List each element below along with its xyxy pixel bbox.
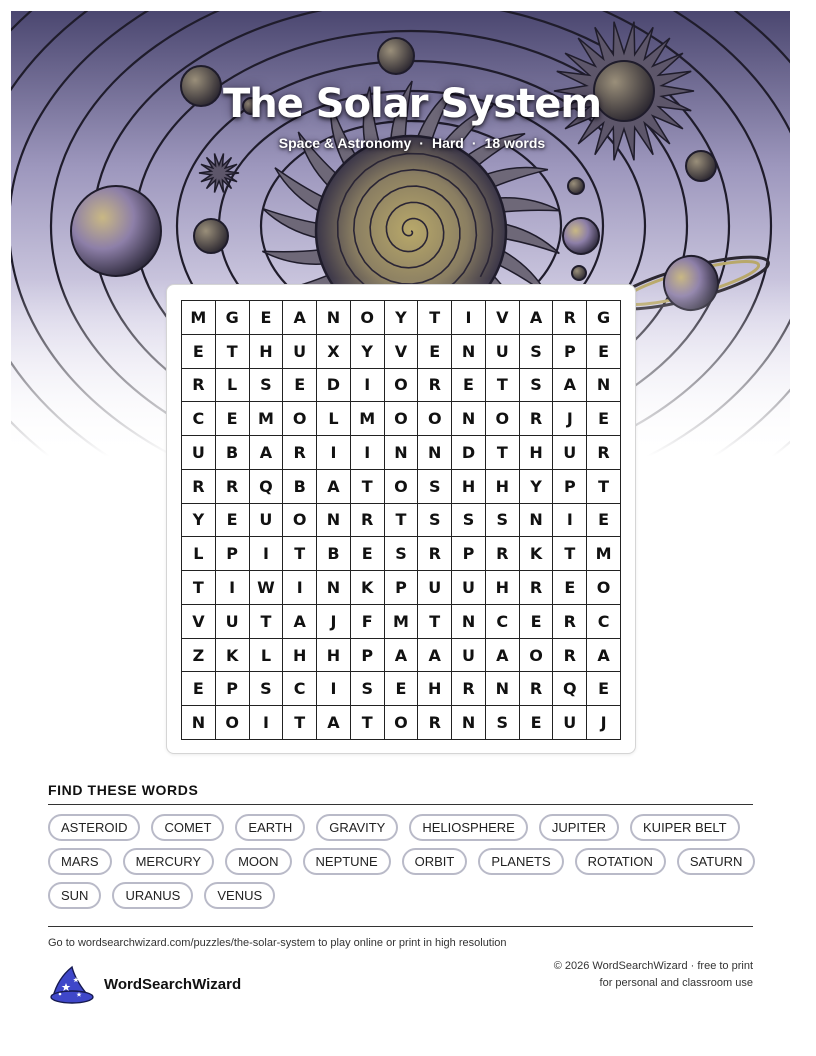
grid-cell[interactable]: H <box>283 639 317 673</box>
grid-cell[interactable]: T <box>182 571 216 605</box>
grid-cell[interactable]: B <box>317 537 351 571</box>
grid-cell[interactable]: S <box>486 504 520 538</box>
grid-cell[interactable]: Q <box>553 672 587 706</box>
word-chip: GRAVITY <box>316 814 398 841</box>
grid-cell[interactable]: S <box>486 706 520 740</box>
grid-cell[interactable]: L <box>182 537 216 571</box>
grid-cell[interactable]: R <box>587 436 621 470</box>
grid-cell[interactable]: F <box>351 605 385 639</box>
grid-cell[interactable]: D <box>317 369 351 403</box>
grid-cell[interactable]: E <box>182 335 216 369</box>
grid-cell[interactable]: M <box>385 605 419 639</box>
grid-cell[interactable]: V <box>182 605 216 639</box>
word-chip: PLANETS <box>478 848 563 875</box>
grid-cell[interactable]: O <box>385 706 419 740</box>
grid-cell[interactable]: N <box>182 706 216 740</box>
grid-cell[interactable]: A <box>283 605 317 639</box>
grid-cell[interactable]: M <box>250 402 284 436</box>
grid-cell[interactable]: R <box>553 605 587 639</box>
grid-cell[interactable]: E <box>520 605 554 639</box>
grid-cell[interactable]: E <box>216 504 250 538</box>
grid-cell[interactable]: Y <box>385 301 419 335</box>
grid-cell[interactable]: A <box>486 639 520 673</box>
brand[interactable] <box>48 963 241 1005</box>
grid-cell[interactable]: H <box>250 335 284 369</box>
grid-cell[interactable]: P <box>553 335 587 369</box>
grid-cell[interactable]: S <box>452 504 486 538</box>
grid-cell[interactable]: J <box>587 706 621 740</box>
grid-cell[interactable]: I <box>250 706 284 740</box>
grid-cell[interactable]: N <box>520 504 554 538</box>
grid-cell[interactable]: C <box>283 672 317 706</box>
word-chip: NEPTUNE <box>303 848 391 875</box>
grid-cell[interactable]: L <box>250 639 284 673</box>
grid-cell[interactable]: U <box>216 605 250 639</box>
grid-cell[interactable]: O <box>283 402 317 436</box>
grid-cell[interactable]: M <box>351 402 385 436</box>
grid-cell[interactable]: R <box>418 369 452 403</box>
grid-cell[interactable]: J <box>553 402 587 436</box>
grid-cell[interactable]: O <box>216 706 250 740</box>
grid-cell[interactable]: Q <box>250 470 284 504</box>
grid-cell[interactable]: K <box>216 639 250 673</box>
grid-cell[interactable]: P <box>351 639 385 673</box>
meta-separator: · <box>471 135 477 151</box>
grid-cell[interactable]: E <box>283 369 317 403</box>
letter-grid[interactable] <box>181 300 621 740</box>
grid-cell[interactable]: I <box>283 571 317 605</box>
grid-cell[interactable]: K <box>520 537 554 571</box>
grid-cell[interactable]: Y <box>351 335 385 369</box>
grid-cell[interactable]: T <box>216 335 250 369</box>
grid-cell[interactable]: S <box>250 369 284 403</box>
word-chip: MARS <box>48 848 112 875</box>
grid-cell[interactable]: N <box>486 672 520 706</box>
grid-cell[interactable]: A <box>250 436 284 470</box>
grid-cell[interactable]: E <box>351 537 385 571</box>
grid-cell[interactable]: B <box>216 436 250 470</box>
grid-cell[interactable]: E <box>520 706 554 740</box>
meta-separator: · <box>419 135 424 151</box>
puzzle-card <box>166 284 636 754</box>
grid-cell[interactable]: H <box>486 571 520 605</box>
grid-cell[interactable]: S <box>250 672 284 706</box>
copyright-notice: © 2026 WordSearchWizard · free to print for personal and classroom use <box>553 960 753 989</box>
word-chip: EARTH <box>235 814 305 841</box>
grid-cell[interactable]: R <box>418 706 452 740</box>
grid-cell[interactable]: L <box>317 402 351 436</box>
grid-cell[interactable]: N <box>317 301 351 335</box>
grid-cell[interactable]: H <box>486 470 520 504</box>
divider <box>48 926 753 927</box>
grid-cell[interactable]: E <box>587 672 621 706</box>
word-chip: MERCURY <box>123 848 215 875</box>
grid-cell[interactable]: E <box>250 301 284 335</box>
grid-cell[interactable]: T <box>283 537 317 571</box>
wizard-hat-icon <box>48 963 94 1005</box>
grid-cell[interactable]: R <box>452 672 486 706</box>
grid-cell[interactable]: O <box>520 639 554 673</box>
grid-cell[interactable]: P <box>553 470 587 504</box>
word-chip: SUN <box>48 882 101 909</box>
grid-cell[interactable]: R <box>486 537 520 571</box>
brand-name: WordSearchWizard <box>104 975 242 993</box>
grid-cell[interactable]: P <box>385 571 419 605</box>
grid-cell[interactable]: H <box>317 639 351 673</box>
grid-cell[interactable]: S <box>520 335 554 369</box>
word-chip: ROTATION <box>575 848 666 875</box>
grid-cell[interactable]: U <box>452 571 486 605</box>
grid-cell[interactable]: H <box>418 672 452 706</box>
grid-cell[interactable]: R <box>418 537 452 571</box>
grid-cell[interactable]: C <box>587 605 621 639</box>
grid-cell[interactable]: M <box>587 537 621 571</box>
grid-cell[interactable]: U <box>182 436 216 470</box>
word-chip: VENUS <box>204 882 275 909</box>
grid-cell[interactable]: U <box>250 504 284 538</box>
grid-cell[interactable]: M <box>182 301 216 335</box>
grid-cell[interactable]: N <box>317 571 351 605</box>
grid-cell[interactable]: I <box>216 571 250 605</box>
word-chip: MOON <box>225 848 291 875</box>
grid-cell[interactable]: T <box>418 605 452 639</box>
grid-cell[interactable]: S <box>385 537 419 571</box>
category-label: Space & Astronomy <box>278 135 412 151</box>
grid-cell[interactable]: R <box>216 470 250 504</box>
grid-cell[interactable]: T <box>418 301 452 335</box>
word-chip: ASTEROID <box>48 814 140 841</box>
grid-cell[interactable]: O <box>351 301 385 335</box>
grid-cell[interactable]: N <box>452 402 486 436</box>
grid-cell[interactable]: I <box>452 301 486 335</box>
grid-cell[interactable]: N <box>587 369 621 403</box>
grid-cell[interactable]: O <box>385 369 419 403</box>
grid-cell[interactable]: R <box>182 369 216 403</box>
grid-cell[interactable]: T <box>250 605 284 639</box>
grid-cell[interactable]: T <box>283 706 317 740</box>
grid-cell[interactable]: E <box>587 335 621 369</box>
grid-cell[interactable]: A <box>418 639 452 673</box>
grid-cell[interactable]: E <box>216 402 250 436</box>
grid-cell[interactable]: G <box>216 301 250 335</box>
grid-cell[interactable]: U <box>553 706 587 740</box>
word-list <box>48 814 758 909</box>
grid-cell[interactable]: B <box>283 470 317 504</box>
grid-cell[interactable]: R <box>553 301 587 335</box>
grid-cell[interactable]: S <box>418 470 452 504</box>
grid-cell[interactable]: R <box>283 436 317 470</box>
grid-cell[interactable]: O <box>587 571 621 605</box>
grid-cell[interactable]: U <box>283 335 317 369</box>
grid-cell[interactable]: N <box>317 504 351 538</box>
grid-cell[interactable]: G <box>587 301 621 335</box>
grid-cell[interactable]: T <box>351 470 385 504</box>
grid-cell[interactable]: A <box>283 301 317 335</box>
grid-cell[interactable]: N <box>452 605 486 639</box>
grid-cell[interactable]: A <box>520 301 554 335</box>
grid-cell[interactable]: L <box>216 369 250 403</box>
grid-cell[interactable]: A <box>317 706 351 740</box>
page-title: The Solar System <box>222 81 602 127</box>
grid-cell[interactable]: U <box>452 639 486 673</box>
grid-cell[interactable]: V <box>486 301 520 335</box>
word-count-label: 18 words <box>484 135 546 151</box>
grid-cell[interactable]: O <box>486 402 520 436</box>
grid-cell[interactable]: O <box>418 402 452 436</box>
grid-cell[interactable]: C <box>182 402 216 436</box>
play-online-link[interactable]: Go to wordsearchwizard.com/puzzles/the-solar-system to play online or print in high resolution <box>48 937 507 949</box>
grid-cell[interactable]: E <box>452 369 486 403</box>
grid-cell[interactable]: I <box>317 672 351 706</box>
grid-cell[interactable]: J <box>317 605 351 639</box>
grid-cell[interactable]: E <box>587 402 621 436</box>
grid-cell[interactable]: R <box>553 639 587 673</box>
grid-cell[interactable]: A <box>587 639 621 673</box>
grid-cell[interactable]: S <box>351 672 385 706</box>
grid-cell[interactable]: Z <box>182 639 216 673</box>
grid-cell[interactable]: T <box>385 504 419 538</box>
grid-cell[interactable]: T <box>587 470 621 504</box>
grid-cell[interactable]: T <box>486 369 520 403</box>
grid-cell[interactable]: T <box>351 706 385 740</box>
grid-cell[interactable]: R <box>520 571 554 605</box>
grid-cell[interactable]: S <box>520 369 554 403</box>
grid-cell[interactable]: T <box>553 537 587 571</box>
grid-cell[interactable]: U <box>486 335 520 369</box>
grid-cell[interactable]: R <box>182 470 216 504</box>
grid-cell[interactable]: W <box>250 571 284 605</box>
grid-cell[interactable]: E <box>385 672 419 706</box>
grid-cell[interactable]: P <box>216 672 250 706</box>
puzzle-meta <box>11 135 790 151</box>
grid-cell[interactable]: N <box>385 436 419 470</box>
grid-cell[interactable]: P <box>216 537 250 571</box>
word-chip: ORBIT <box>402 848 468 875</box>
grid-cell[interactable]: O <box>385 402 419 436</box>
grid-cell[interactable]: H <box>520 436 554 470</box>
grid-cell[interactable]: E <box>587 504 621 538</box>
word-chip: URANUS <box>112 882 193 909</box>
grid-cell[interactable]: A <box>317 470 351 504</box>
grid-cell[interactable]: K <box>351 571 385 605</box>
grid-cell[interactable]: C <box>486 605 520 639</box>
divider <box>48 804 753 805</box>
grid-cell[interactable]: S <box>418 504 452 538</box>
grid-cell[interactable]: O <box>385 470 419 504</box>
grid-cell[interactable]: P <box>452 537 486 571</box>
word-chip: SATURN <box>677 848 755 875</box>
grid-cell[interactable]: X <box>317 335 351 369</box>
grid-cell[interactable]: Y <box>520 470 554 504</box>
difficulty-label: Hard <box>431 135 464 151</box>
grid-cell[interactable]: D <box>452 436 486 470</box>
grid-cell[interactable]: N <box>452 335 486 369</box>
word-list-heading: FIND THESE WORDS <box>48 782 199 798</box>
word-chip: KUIPER BELT <box>630 814 740 841</box>
grid-cell[interactable]: U <box>553 436 587 470</box>
grid-cell[interactable]: H <box>452 470 486 504</box>
grid-cell[interactable]: R <box>351 504 385 538</box>
grid-cell[interactable]: Y <box>182 504 216 538</box>
grid-cell[interactable]: N <box>418 436 452 470</box>
word-chip: COMET <box>151 814 224 841</box>
grid-cell[interactable]: R <box>520 672 554 706</box>
grid-cell[interactable]: I <box>317 436 351 470</box>
grid-cell[interactable]: I <box>553 504 587 538</box>
grid-cell[interactable]: O <box>283 504 317 538</box>
grid-cell[interactable]: I <box>351 369 385 403</box>
word-chip: JUPITER <box>539 814 619 841</box>
grid-cell[interactable]: I <box>351 436 385 470</box>
word-chip: HELIOSPHERE <box>409 814 527 841</box>
grid-cell[interactable]: I <box>250 537 284 571</box>
grid-cell[interactable]: A <box>385 639 419 673</box>
grid-cell[interactable]: E <box>418 335 452 369</box>
grid-cell[interactable]: U <box>418 571 452 605</box>
grid-cell[interactable]: T <box>486 436 520 470</box>
grid-cell[interactable]: E <box>553 571 587 605</box>
grid-cell[interactable]: A <box>553 369 587 403</box>
grid-cell[interactable]: N <box>452 706 486 740</box>
grid-cell[interactable]: E <box>182 672 216 706</box>
grid-cell[interactable]: R <box>520 402 554 436</box>
grid-cell[interactable]: V <box>385 335 419 369</box>
